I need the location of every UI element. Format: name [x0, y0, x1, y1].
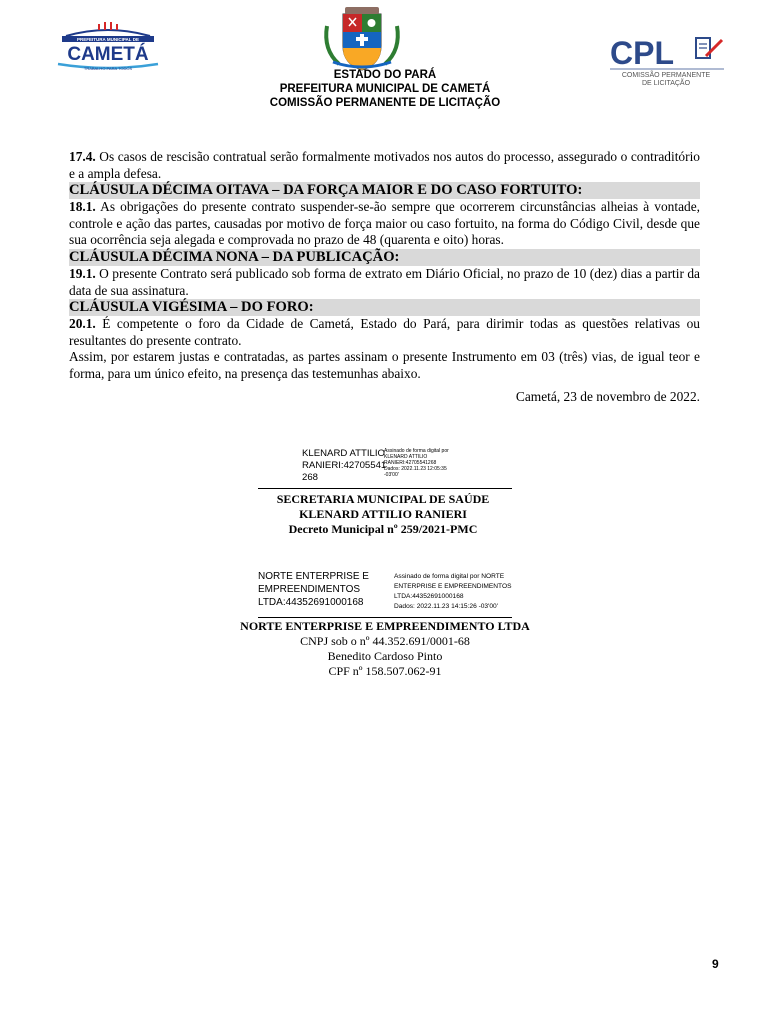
coat-of-arms-icon — [319, 6, 405, 72]
cpl-wordmark: CPL — [610, 35, 674, 71]
paragraph-18-1 — [69, 199, 700, 249]
date-line: Cametá, 23 de novembro de 2022. — [515, 388, 700, 404]
signatory-2-block — [210, 619, 560, 679]
logo-wordmark: CAMETÁ — [67, 44, 149, 65]
logo-subtext-bottom: TRABALHO PARA TODOS — [83, 66, 133, 71]
paragraph-text: As obrigações do presente contrato suspender-se-ão sempre que ocorrerem circunstâncias alheias à vontade, controle e ação das partes, causadas por motivo de força maior ou caso fortuito, na forma do Código Civil, desde que sua ocorrência seja alegada e comprovada no prazo de 48 (quarenta e oito) horas. — [69, 199, 700, 248]
signature-line — [258, 617, 512, 618]
signer-name-large: NORTE ENTERPRISE E EMPREENDIMENTOS LTDA:44352691000168 — [258, 571, 369, 608]
cameta-logo — [52, 22, 164, 74]
clause-19-heading: CLÁUSULA DÉCIMA NONA – DA PUBLICAÇÃO: — [69, 249, 700, 266]
paragraph-text: É competente o foro da Cidade de Cametá, Estado do Pará, para dirimir todas as questões relativas ou resultantes do presente contrato. — [69, 316, 700, 348]
svg-text:DE LICITAÇÃO: DE LICITAÇÃO — [641, 80, 691, 87]
paragraph-number: 18.1. — [69, 199, 96, 215]
header-prefecture: PREFEITURA MUNICIPAL DE CAMETÁ — [279, 83, 491, 95]
digital-signature-2 — [258, 570, 538, 614]
paragraph-number: 20.1. — [69, 316, 96, 332]
logo-subtext-top: PREFEITURA MUNICIPAL DE — [77, 37, 139, 42]
digital-signature-1 — [258, 446, 518, 490]
signature-line — [258, 488, 512, 489]
paragraph-number: 19.1. — [69, 265, 96, 281]
paragraph-text: O presente Contrato será publicado sob forma de extrato em Diário Oficial, no prazo de 10 (dez) dias a partir da data de sua assinatura. — [69, 265, 700, 298]
header-state: ESTADO DO PARÁ — [333, 69, 437, 81]
signatory-1-block — [228, 492, 538, 537]
clause-18-heading: CLÁUSULA DÉCIMA OITAVA – DA FORÇA MAIOR E DO CASO FORTUITO: — [69, 182, 700, 199]
paragraph-number: 17.4. — [69, 149, 96, 164]
signer-name-large: KLENARD ATTILIO RANIERI:42705541 268 — [302, 448, 387, 483]
document-header — [0, 68, 770, 110]
paragraph-19-1 — [69, 266, 700, 299]
signatory-org: SECRETARIA MUNICIPAL DE SAÚDE — [276, 492, 490, 506]
page-number: 9 — [712, 957, 719, 971]
paragraph-20-1 — [69, 316, 700, 349]
header-commission: COMISSÃO PERMANENTE DE LICITAÇÃO — [269, 97, 501, 109]
paragraph-17-4 — [69, 149, 700, 182]
clause-20-heading: CLÁUSULA VIGÉSIMA – DO FORO: — [69, 299, 700, 316]
signatory-cpf: CPF nº 158.507.062-91 — [328, 664, 442, 678]
signatory-person: Benedito Cardoso Pinto — [327, 649, 443, 663]
signature-details: Assinado de forma digital por KLENARD ATTILIO RANIERI:42705541268 Dados: 2022.11.23 12:05:35 -03'00' — [384, 448, 449, 478]
signatory-decree: Decreto Municipal nº 259/2021-PMC — [288, 522, 478, 536]
signatory-company: NORTE ENTERPRISE E EMPREENDIMENTO LTDA — [240, 619, 530, 633]
signature-details: Assinado de forma digital por NORTE ENTERPRISE E EMPREENDIMENTOS LTDA:44352691000168 Dados: 2022.11.23 14:15:26 -03'00' — [394, 573, 512, 610]
signatory-cnpj: CNPJ sob o nº 44.352.691/0001-68 — [300, 634, 470, 648]
contract-body — [69, 149, 700, 405]
closing-paragraph: Assim, por estarem justas e contratadas, as partes assinam o presente Instrumento em 03 (três) vias, de igual teor e forma, para um único efeito, na presença das testemunhas abaixo. — [69, 349, 700, 381]
paragraph-text: Os casos de rescisão contratual serão formalmente motivados nos autos do processo, assegurado o contraditório e a ampla defesa. — [69, 149, 700, 181]
signatory-name: KLENARD ATTILIO RANIERI — [299, 507, 467, 521]
svg-text:COMISSÃO PERMANENTE: COMISSÃO PERMANENTE — [621, 72, 711, 79]
